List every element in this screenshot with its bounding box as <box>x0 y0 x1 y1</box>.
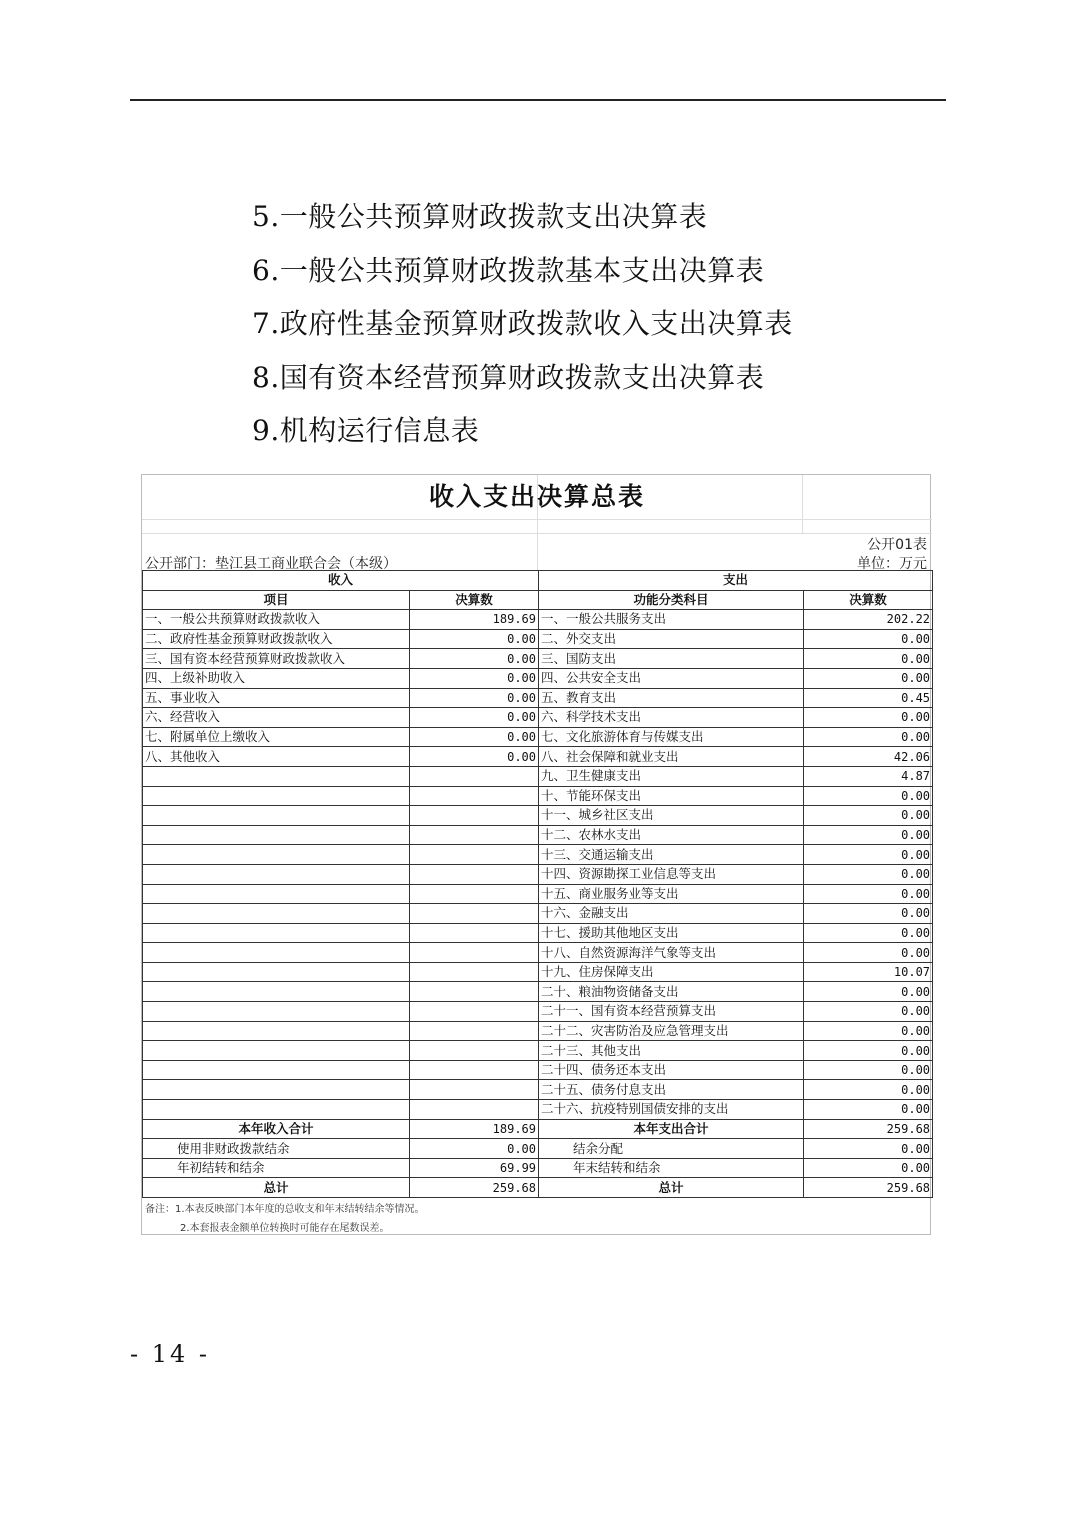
income-item <box>143 923 410 943</box>
expense-amount: 0.00 <box>804 943 933 963</box>
expense-amount: 0.00 <box>804 708 933 728</box>
expense-item: 十、节能环保支出 <box>539 786 804 806</box>
income-amount <box>410 1060 539 1080</box>
expense-amount: 0.00 <box>804 923 933 943</box>
income-amount: 0.00 <box>410 688 539 708</box>
table-row <box>143 649 933 669</box>
expense-item: 三、国防支出 <box>539 649 804 669</box>
income-item <box>143 962 410 982</box>
expense-item: 十九、住房保障支出 <box>539 962 804 982</box>
income-amount <box>410 786 539 806</box>
expense-item: 一、一般公共服务支出 <box>539 610 804 630</box>
income-item <box>143 1002 410 1022</box>
table-row <box>143 668 933 688</box>
income-amount: 0.00 <box>410 708 539 728</box>
expense-summary-amount: 0.00 <box>804 1158 933 1178</box>
expense-amount: 0.00 <box>804 845 933 865</box>
income-item <box>143 825 410 845</box>
income-summary-label: 年初结转和结余 <box>143 1158 410 1178</box>
expense-amount: 0.00 <box>804 982 933 1002</box>
expense-amount: 0.00 <box>804 1002 933 1022</box>
expense-item: 七、文化旅游体育与传媒支出 <box>539 727 804 747</box>
expense-item: 十二、农林水支出 <box>539 825 804 845</box>
table-row <box>143 708 933 728</box>
expense-item: 十五、商业服务业等支出 <box>539 884 804 904</box>
expense-amount: 0.00 <box>804 1100 933 1120</box>
income-item: 六、经营收入 <box>143 708 410 728</box>
expense-item: 十八、自然资源海洋气象等支出 <box>539 943 804 963</box>
toc-item: 6.一般公共预算财政拨款基本支出决算表 <box>252 253 765 287</box>
expense-item: 二十一、国有资本经营预算支出 <box>539 1002 804 1022</box>
expense-item: 十六、金融支出 <box>539 904 804 924</box>
table-row <box>143 1100 933 1120</box>
table-row <box>143 629 933 649</box>
income-amount <box>410 1002 539 1022</box>
expense-item: 四、公共安全支出 <box>539 668 804 688</box>
unit-label: 单位：万元 <box>857 556 927 572</box>
expense-item: 六、科学技术支出 <box>539 708 804 728</box>
income-amount: 0.00 <box>410 629 539 649</box>
income-amount: 0.00 <box>410 668 539 688</box>
income-amount <box>410 923 539 943</box>
expense-amount: 0.00 <box>804 727 933 747</box>
income-item <box>143 943 410 963</box>
income-summary-label: 使用非财政拨款结余 <box>143 1139 410 1159</box>
spreadsheet-image <box>141 474 931 1235</box>
expense-item: 五、教育支出 <box>539 688 804 708</box>
expense-amount: 202.22 <box>804 610 933 630</box>
expense-amount: 0.00 <box>804 1021 933 1041</box>
income-item <box>143 1041 410 1061</box>
toc-item: 9.机构运行信息表 <box>252 414 480 447</box>
income-item: 一、一般公共预算财政拨款收入 <box>143 610 410 630</box>
table-row <box>143 806 933 826</box>
expense-header: 支出 <box>539 571 933 591</box>
expense-amount: 42.06 <box>804 747 933 767</box>
toc-item: 7.政府性基金预算财政拨款收入支出决算表 <box>252 307 793 340</box>
expense-item: 二十二、灾害防治及应急管理支出 <box>539 1021 804 1041</box>
income-amount <box>410 806 539 826</box>
expense-amount: 0.00 <box>804 668 933 688</box>
income-summary-amount: 0.00 <box>410 1139 539 1159</box>
table-row <box>143 845 933 865</box>
income-item <box>143 904 410 924</box>
table-row <box>143 1080 933 1100</box>
income-expense-table <box>142 570 933 1198</box>
expense-item: 二十六、抗疫特别国债安排的支出 <box>539 1100 804 1120</box>
expense-item: 二十三、其他支出 <box>539 1041 804 1061</box>
table-row <box>143 943 933 963</box>
income-amount: 0.00 <box>410 649 539 669</box>
table-row <box>143 1002 933 1022</box>
sheet-title: 收入支出决算总表 <box>428 482 645 511</box>
income-summary-amount: 189.69 <box>410 1119 539 1139</box>
expense-item: 十七、援助其他地区支出 <box>539 923 804 943</box>
expense-item: 八、社会保障和就业支出 <box>539 747 804 767</box>
expense-amount: 0.00 <box>804 864 933 884</box>
table-row <box>143 923 933 943</box>
table-row <box>143 1060 933 1080</box>
department-label: 公开部门：垫江县工商业联合会（本级） <box>145 556 397 572</box>
expense-summary-amount: 0.00 <box>804 1139 933 1159</box>
table-row <box>143 727 933 747</box>
expense-item: 二十、粮油物资储备支出 <box>539 982 804 1002</box>
income-item <box>143 1080 410 1100</box>
summary-row <box>143 1119 933 1139</box>
expense-amount: 0.00 <box>804 1080 933 1100</box>
income-item <box>143 864 410 884</box>
expense-summary-amount: 259.68 <box>804 1178 933 1198</box>
income-summary-label: 本年收入合计 <box>143 1119 410 1139</box>
summary-row <box>143 1158 933 1178</box>
column-header: 决算数 <box>410 590 539 610</box>
expense-item: 十一、城乡社区支出 <box>539 806 804 826</box>
expense-amount: 0.00 <box>804 629 933 649</box>
income-item <box>143 1060 410 1080</box>
income-amount: 0.00 <box>410 727 539 747</box>
income-amount <box>410 1080 539 1100</box>
income-amount <box>410 1021 539 1041</box>
column-header: 决算数 <box>804 590 933 610</box>
income-amount <box>410 962 539 982</box>
income-item <box>143 845 410 865</box>
income-item: 五、事业收入 <box>143 688 410 708</box>
income-amount <box>410 1100 539 1120</box>
income-item <box>143 884 410 904</box>
income-item: 八、其他收入 <box>143 747 410 767</box>
income-header: 收入 <box>143 571 539 591</box>
income-summary-label: 总计 <box>143 1178 410 1198</box>
table-row <box>143 766 933 786</box>
income-amount <box>410 982 539 1002</box>
expense-summary-amount: 259.68 <box>804 1119 933 1139</box>
expense-item: 二、外交支出 <box>539 629 804 649</box>
income-item: 四、上级补助收入 <box>143 668 410 688</box>
expense-amount: 0.00 <box>804 1060 933 1080</box>
expense-item: 十四、资源勘探工业信息等支出 <box>539 864 804 884</box>
table-row <box>143 1041 933 1061</box>
income-amount: 0.00 <box>410 747 539 767</box>
expense-amount: 0.00 <box>804 884 933 904</box>
expense-summary-label: 总计 <box>539 1178 804 1198</box>
column-header: 项目 <box>143 590 410 610</box>
expense-item: 九、卫生健康支出 <box>539 766 804 786</box>
expense-amount: 0.00 <box>804 806 933 826</box>
income-item <box>143 766 410 786</box>
expense-item: 十三、交通运输支出 <box>539 845 804 865</box>
table-row <box>143 962 933 982</box>
expense-amount: 0.00 <box>804 786 933 806</box>
expense-amount: 10.07 <box>804 962 933 982</box>
table-row <box>143 982 933 1002</box>
expense-item: 二十五、债务付息支出 <box>539 1080 804 1100</box>
summary-row <box>143 1139 933 1159</box>
income-amount <box>410 884 539 904</box>
income-item <box>143 786 410 806</box>
expense-summary-label: 本年支出合计 <box>539 1119 804 1139</box>
toc-item: 8.国有资本经营预算财政拨款支出决算表 <box>252 360 765 394</box>
table-row <box>143 884 933 904</box>
income-item: 七、附属单位上缴收入 <box>143 727 410 747</box>
income-amount: 189.69 <box>410 610 539 630</box>
header-rule <box>130 99 946 101</box>
summary-row <box>143 1178 933 1198</box>
income-summary-amount: 259.68 <box>410 1178 539 1198</box>
table-row <box>143 1021 933 1041</box>
page-number: - 14 - <box>130 1340 211 1368</box>
income-item: 二、政府性基金预算财政拨款收入 <box>143 629 410 649</box>
income-item <box>143 1021 410 1041</box>
income-item <box>143 982 410 1002</box>
table-row <box>143 786 933 806</box>
table-row <box>143 688 933 708</box>
note-line: 备注：1.本表反映部门本年度的总收支和年末结转结余等情况。 <box>145 1204 425 1215</box>
income-amount <box>410 825 539 845</box>
expense-summary-label: 结余分配 <box>539 1139 804 1159</box>
income-amount <box>410 864 539 884</box>
expense-amount: 0.45 <box>804 688 933 708</box>
expense-summary-label: 年末结转和结余 <box>539 1158 804 1178</box>
expense-amount: 0.00 <box>804 649 933 669</box>
column-header-row <box>143 590 933 610</box>
income-amount <box>410 766 539 786</box>
table-row <box>143 864 933 884</box>
income-amount <box>410 943 539 963</box>
form-number: 公开01表 <box>867 537 927 553</box>
income-summary-amount: 69.99 <box>410 1158 539 1178</box>
section-header-row <box>143 571 933 591</box>
note-line: 2.本套报表金额单位转换时可能存在尾数误差。 <box>180 1223 390 1234</box>
table-row <box>143 747 933 767</box>
income-amount <box>410 845 539 865</box>
expense-amount: 4.87 <box>804 766 933 786</box>
income-item: 三、国有资本经营预算财政拨款收入 <box>143 649 410 669</box>
table-row <box>143 610 933 630</box>
expense-amount: 0.00 <box>804 904 933 924</box>
income-item <box>143 806 410 826</box>
column-header: 功能分类科目 <box>539 590 804 610</box>
toc-item: 5.一般公共预算财政拨款支出决算表 <box>252 200 708 233</box>
income-amount <box>410 1041 539 1061</box>
table-row <box>143 825 933 845</box>
table-row <box>143 904 933 924</box>
income-item <box>143 1100 410 1120</box>
expense-amount: 0.00 <box>804 1041 933 1061</box>
expense-item: 二十四、债务还本支出 <box>539 1060 804 1080</box>
income-amount <box>410 904 539 924</box>
expense-amount: 0.00 <box>804 825 933 845</box>
table-of-contents <box>252 190 793 458</box>
